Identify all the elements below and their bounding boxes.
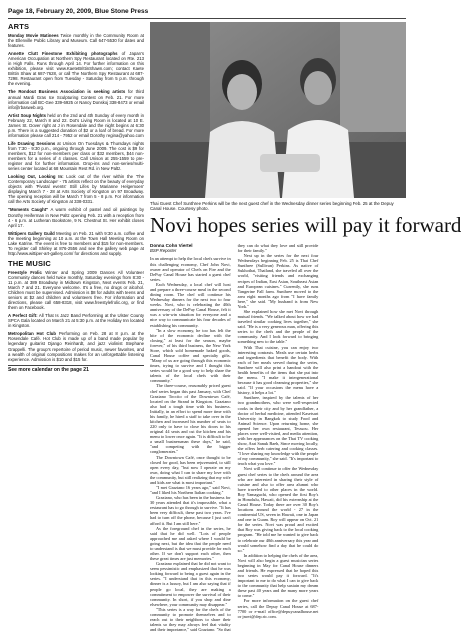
article-paragraph: As the foreground chef in the series, he said that he did well. "Lots of people approached me and asked where I would be going next, but the idea that the people need to understand is that we must provide for each other. If we don't support each other, then these great times are just memories." [150,525,231,562]
arts-list [8,33,144,256]
calendar-item-title: Wittipers Gallery Guild [8,230,55,236]
calendar-item [8,141,144,171]
calendar-item-text: All That Is Jazz Band Performing at the Ulster County SPCA Gala located on March 21 at 5:30 p.m. at the Holiday Inn located in Kingston. [8,313,144,329]
calendar-item-title: Metropolitan Hot Club [8,331,57,337]
calendar-item-title: Looking Out, Looking In: [8,174,64,180]
calendar-item [8,231,144,256]
calendar-item-text: Winter and Spring 2009 Dances All Volunteer Community dances held twice monthly, Saturday evenings from 8:30 - 11 p.m. at 389 Broadway in Midtown Kingston, Next events Feb. 21, March 7 and 21. Everyone welcome. It's a free, no drugs or alcohol. Children must be supervised. Admission is $8 for adults with teens and seniors at $2 and children and volunteers free. For information and directions, please call 658-8318, visit www.freestylefrolic.org, or find them on Facebook. [8,269,144,311]
calendar-item-text: Meeting on Feb. 21 with 9:30 a.m. coffee and the meeting beginning at 10 a.m. at the Town Hall Meeting Room on Lake Katrine. The event is free to members and $15 for non-members. To register call Shirley at 876-2556 and see the gallery web page at http://www.wittiper-art-gallery.com/ for directions and supply. [8,230,144,256]
article-body [150,243,406,637]
arts-heading: ARTS [8,22,30,31]
article-paragraph: Sunthree, inspired by the talents of her two grandmothers, who were well-respected cooks in their city and by her grandfather, a doctor of herbal medicine, attended Kasetsart University in Bangkok to study Food and Animal Science. Upon returning home, she opened her own restaurant, Tesssou. Her places were well-visited, and media attention, with her appearances on the Thai TV cooking show, Arai Sanuk Baeh, Since moving locally, she offers herb catering and cooking classes. "I love sharing my knowledge with the people of my community," she said. "It's important to teach what you love." [237,395,319,467]
article-paragraph: In an attempt to help the local chefs survive in this challenging economy, Chef John Novi, owner and operator of Chefs on Fire and the DePuy Canal House has started a guest chef series. [150,256,231,282]
article-byline: Donna Cohn Viertel [150,243,193,248]
article-paragraph: The Downtown Café, once thought to be closed for good, has been rejuvenated, to still open every day, "but now I operate on my own, doing what I can to share my love with the community, but still realizing that my wife and kids are what is most important." [150,454,231,485]
article-paragraph: "This series is a way for the chefs of the community to promote themselves and to reach out to their neighbors to share their talents so they may always feel that vitality and their importance," said Graziano. "So that they can do what they love and still provide for their family." [150,243,319,633]
calendar-item-title: Life Drawing Sessions [8,140,56,146]
photo-caption: Thai Guest Chef Sunthree Perkins will be the next guest chef in the Wednesday dinner series beginning Feb. 25 at the Depuy Canal House. Courtesy photo. [150,201,394,212]
calendar-column [8,22,144,636]
calendar-item-text: Performing on Feb. 28 at 8 p.m. at the Rosendale Café. Hot Club is made up of a band made popular by legendary guitarist Django Reinhardt, and jazz violinist Stephane Grappelli. The group's repertoire of period music, newer favorites, and a wealth of original compositions makes for an unforgettable listening experience. Admission is $10 and $15 for. [8,331,145,362]
calendar-item-title: Monday Movie Matinees [8,33,59,38]
calendar-item-text: for third annual Mardi Gras Ice Sculpturing Contest on Feb. 21. For more information call BC-Gee 339-6925 or Nancy Donskoj 338-8473 or email info@rbasweb.org. [8,89,145,110]
article-paragraph: For more information on the guest chef series, call the Depuy Canal House at 687-7700 or e-mail office@depuycanalhouse.net or jnovi@dep.ric.com. [237,598,319,619]
article-paragraph: "In a slow economy, he too has felt the bite of the economic decline with the closing," at least for the season, maybe forever," of his third business, the New York Store, which sold homemade baked goods, Canal House coffee and specialty gifts. "Many of us are going through this economic times, trying to survive and I thought this series would be a good way to help share the talents of the local chefs with their community." [150,327,231,384]
chef-photo [150,22,406,198]
article-headline: Novi hopes series will pay it forward [150,213,461,237]
page-header [8,6,406,19]
calendar-item-text: held on the 2nd and 4th Sunday of every month in February 22, March 8 and 22. Dot's Living Room is located at 10 E. James St. Dover right at J in Rosendale and the night begins at 6:30 p.m. There is a suggested donation of $2 or a loaf of bread. For more information please call 214 - 7952 or email Dorothy regina@yahoo.com [8,112,145,138]
calendar-item-text: at Unison On Tuesdays & Thursdays nights from 7:30 - 9:30 p.m., ongoing through June 2009. The cost is $9 for members, $12 for non-members per class or $32 members, $44 non-members for a series of 4 classes. Call Unison at 255-1559 to pre-register and for further information. Drop-ins and non-series/multi-series center located at 68 Mountain Rest Rd. in New Paltz. [8,140,144,172]
calendar-item [8,33,144,48]
calendar-item [8,113,144,138]
calendar-item [8,51,144,86]
article-paragraph: Graziano explained that he did not want to seem pessimistic and emphasized that he was looking forward to being a guest again in the series. "I understand that in this economy, dinner is a luxury, but I am also saying that if people go local, they are making a commitment to empower the survival of their community. In short, if you shop and dine elsewhere, your community may disappear." [150,561,231,607]
calendar-item [8,270,144,310]
calendar-item-title: Annette Clutt Finestone Exhibiting photographs [8,51,118,57]
article-paragraph: Each Wednesday, a local chef will host and prepare a three-course meal in the second dining room. The chef will continue his Wednesday dinners for the next two to four weeks. Novi, who is celebrating the 40th anniversary of the DePuy Canal House, felt it was a win-win situation for everyone and a nice way to communicate his four decades of establishing his community. [150,281,231,328]
calendar-item [8,89,144,109]
article-paragraph: In addition to helping the chefs of the area, Novi will also begin a guest musician series beginning in May for Canal House dinners and friends. He expressed that he hoped this two series would pay it forward. "It's important to me to do what I can to give back to the community that help sustain my dream these past 40 years and the many more years to come." [237,552,319,599]
calendar-item-title: Artist Soup Nights [8,112,47,118]
calendar-item-title: Freestyle Frolic [8,269,42,275]
calendar-item [8,331,144,361]
article-byline-role: BSP Reporter [150,248,177,254]
see-calendar-note: See more calendar on the page 21 [8,365,144,373]
calendar-item-title: The Rondout Business Association is seeking artists [8,89,126,95]
article-paragraph: Graziano, who has been in the business for 30 years attended that it's impossible, what a restaurant has to go through to survive. "It has been very difficult, these past two years. I've had to turn off the phone, because I just can't afford it. But I am still here." [150,495,231,526]
article-paragraphs [150,243,318,637]
calendar-item [8,207,144,227]
calendar-item [8,313,144,328]
calendar-item-text: A warm exhibit of pastel and oil paintings by Dorothy Heiferman in New Paltz opening Feb. 21 with a reception from 4 - 6 p.m. at Lutheran Bookstore, 9 N. Chestnut St. Her exhibit closes April 17. [8,207,144,228]
article-paragraph: The three-course, reasonably priced guest chef series began this past January, with Chef Graziano Toccito of the Downtown Café, located on the Strand in Kingston. Graziano also had a tough time with his business. Initially, in an effort to spend more time with his family, he hired a staff to take over in the kitchen and increased his number of seats to 220 only to have to close his doors to his original 44 seats and cut the kitchen and his menu to lower once again. "It is difficult to be a small businessman these days," he said, "and competing with the bigger conglomerates." [150,383,231,455]
chef-photo-image [150,22,406,198]
calendar-item-title: "Moments Caught" [8,207,49,213]
article-paragraph: Novi will continue to offer the Wednesday guest chef series to the chefs around the area who are interested in sharing their style of cuisine and also to offer area alumni who have traveled to other places in the world. Roy Yamaguchi, who opened the first Roy's in Honolulu, Hawaii, did his externship at the Canal House. Today there are over 30 Roy's locations around the world - 27 in the continental US, seven in Hawaii, one in Japan and one in Guam. Roy will appear on Oct. 21 for the series. Novi was proud and excited that Roy was giving back to the local cooking program. "He told me he wanted to give back to celebrate our 40th anniversary this year and would somehow find a day that he could do so." [237,466,319,553]
article-paragraph: "I met Graziano 16 years ago," said Novi, "and I liked his Northern Italian cooking." [150,485,231,496]
calendar-item-text: Look out of the river within the 'The Contemporary Landscape' - 75 artists reflect on the beauty of everyday objects with 'Pivotal events' Still Lifes by Marianne Helgemoen' displaying March 7 - 28 at Arts Society of Kingston on 97 Broadway. The opening reception will be March 7 from 5 - 8 p.m. For information call the Arts Society of Kingston at 338-0331. [8,174,144,205]
music-list [8,270,144,362]
calendar-item-text: of Japan's American Occupation at Northern Spy Restaurant located on Rte. 213 in High Falls. Runs through April 14. For further information on this exhibition, please visit www.KaeteBrittinShawn.com; contact Kaete Brittin Shaw at 687-7628, or call The Northern Spy Restaurant at 687-7298. Restaurant open from Tuesday - Saturday from 5 p.m. through the evening. [8,51,144,87]
article-paragraph: Next up in the series for the next four Wednesdays beginning Feb. 25 is Thai Chef Sunthree (Sullivan) Perkins. As native of Sukhothai, Thailand, she traveled all over the world, "visiting friends and exchanging recipes of Indian, East Asian, Southeast Asian and European cuisines." Currently, she runs Tangerine Fall farm. Sunthree moved to the area eight months ago from "I have family here," she said. "My husband is from New York." [237,253,319,309]
calendar-item [8,174,144,204]
calendar-item-text: Twice monthly in the Community Room at the Ellenville Public Library and Museum. Call 647-5530 for dates and features. [8,33,144,49]
article-paragraph: With Thai cuisine, you can enjoy two interesting contrasts. Meals use certain herbs and ingredients that benefit the body. With each of her meals served during the series, Sunthree will also print a handout with the health benefits of the items that she put into the menu. "I make it intergenerational because it has good cleansing properties," she said. "If your occasions the menu have a history, it helps a lot." [237,344,319,396]
article-paragraph: She explained how she met Novi through mutual friends. "We talked about how we had traveled similar cooking lives together," she said. "He is a very generous man, offering this series to the chefs and the people of the community. And I look forward to bringing something new to the table." [237,309,319,345]
calendar-item-title: A Perfect Gift: [8,313,38,319]
music-heading: THE MUSIC [8,258,52,268]
page-label: Page 18, February 20, 2009, Blue Stone Press [8,8,149,15]
